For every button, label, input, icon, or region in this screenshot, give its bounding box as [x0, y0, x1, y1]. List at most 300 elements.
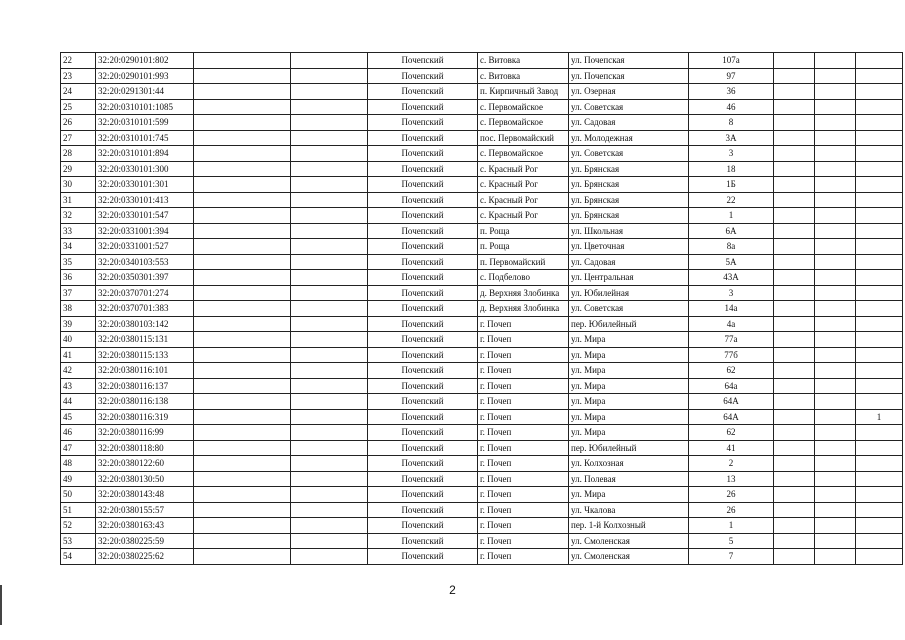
house-number-cell: 5А	[689, 254, 774, 270]
blank-cell-cell	[194, 285, 291, 301]
street-cell: ул. Мира	[569, 425, 689, 441]
blank-cell-cell	[291, 68, 368, 84]
blank-cell-cell	[774, 378, 815, 394]
blank-cell-cell	[815, 487, 856, 503]
blank-cell-cell	[194, 223, 291, 239]
table-row	[61, 146, 903, 162]
row-number-cell: 38	[61, 301, 96, 317]
street-cell: ул. Центральная	[569, 270, 689, 286]
street-cell: пер. Юбилейный	[569, 316, 689, 332]
street-cell: пер. 1-й Колхозный	[569, 518, 689, 534]
blank-cell-cell	[194, 192, 291, 208]
row-number-cell: 25	[61, 99, 96, 115]
district-cell: Почепский	[368, 347, 478, 363]
blank-cell-cell	[291, 502, 368, 518]
blank-cell-cell	[194, 316, 291, 332]
table-row	[61, 363, 903, 379]
mark-cell	[856, 177, 903, 193]
blank-cell-cell	[291, 316, 368, 332]
settlement-cell: г. Почеп	[478, 425, 569, 441]
blank-cell-cell	[815, 409, 856, 425]
row-number-cell: 31	[61, 192, 96, 208]
row-number-cell: 45	[61, 409, 96, 425]
cadastral-number-cell: 32:20:0380116:99	[96, 425, 194, 441]
blank-cell-cell	[774, 192, 815, 208]
blank-cell-cell	[194, 409, 291, 425]
street-cell: ул. Мира	[569, 332, 689, 348]
settlement-cell: с. Витовка	[478, 53, 569, 69]
cadastral-number-cell: 32:20:0330101:547	[96, 208, 194, 224]
district-cell: Почепский	[368, 115, 478, 131]
district-cell: Почепский	[368, 161, 478, 177]
district-cell: Почепский	[368, 146, 478, 162]
district-cell: Почепский	[368, 316, 478, 332]
row-number-cell: 35	[61, 254, 96, 270]
mark-cell	[856, 471, 903, 487]
mark-cell	[856, 394, 903, 410]
district-cell: Почепский	[368, 440, 478, 456]
blank-cell-cell	[291, 533, 368, 549]
mark-cell	[856, 285, 903, 301]
house-number-cell: 13	[689, 471, 774, 487]
blank-cell-cell	[774, 115, 815, 131]
row-number-cell: 36	[61, 270, 96, 286]
street-cell: ул. Мира	[569, 409, 689, 425]
table-row	[61, 99, 903, 115]
scan-margin-line	[0, 585, 2, 625]
cadastral-number-cell: 32:20:0340103:553	[96, 254, 194, 270]
blank-cell-cell	[291, 161, 368, 177]
street-cell: ул. Молодежная	[569, 130, 689, 146]
blank-cell-cell	[815, 456, 856, 472]
blank-cell-cell	[291, 518, 368, 534]
blank-cell-cell	[194, 487, 291, 503]
cadastral-number-cell: 32:20:0380225:62	[96, 549, 194, 565]
blank-cell-cell	[774, 254, 815, 270]
settlement-cell: г. Почеп	[478, 549, 569, 565]
blank-cell-cell	[774, 84, 815, 100]
cadastral-number-cell: 32:20:0330101:301	[96, 177, 194, 193]
row-number-cell: 32	[61, 208, 96, 224]
blank-cell-cell	[815, 115, 856, 131]
mark-cell: 1	[856, 409, 903, 425]
mark-cell	[856, 115, 903, 131]
cadastral-number-cell: 32:20:0380225:59	[96, 533, 194, 549]
district-cell: Почепский	[368, 363, 478, 379]
row-number-cell: 34	[61, 239, 96, 255]
blank-cell-cell	[194, 146, 291, 162]
blank-cell-cell	[815, 146, 856, 162]
house-number-cell: 3	[689, 285, 774, 301]
district-cell: Почепский	[368, 518, 478, 534]
blank-cell-cell	[194, 471, 291, 487]
table-row	[61, 130, 903, 146]
settlement-cell: г. Почеп	[478, 363, 569, 379]
row-number-cell: 50	[61, 487, 96, 503]
blank-cell-cell	[815, 270, 856, 286]
table-row	[61, 301, 903, 317]
street-cell: ул. Полевая	[569, 471, 689, 487]
settlement-cell: п. Кирпичный Завод	[478, 84, 569, 100]
settlement-cell: с. Красный Рог	[478, 161, 569, 177]
table-row	[61, 285, 903, 301]
mark-cell	[856, 549, 903, 565]
settlement-cell: д. Верхняя Злобинка	[478, 285, 569, 301]
street-cell: ул. Советская	[569, 99, 689, 115]
house-number-cell: 26	[689, 502, 774, 518]
mark-cell	[856, 301, 903, 317]
street-cell: ул. Озерная	[569, 84, 689, 100]
table-row	[61, 332, 903, 348]
blank-cell-cell	[774, 425, 815, 441]
cadastral-number-cell: 32:20:0380115:133	[96, 347, 194, 363]
row-number-cell: 27	[61, 130, 96, 146]
blank-cell-cell	[815, 301, 856, 317]
blank-cell-cell	[774, 270, 815, 286]
blank-cell-cell	[774, 533, 815, 549]
blank-cell-cell	[774, 301, 815, 317]
mark-cell	[856, 161, 903, 177]
settlement-cell: г. Почеп	[478, 316, 569, 332]
blank-cell-cell	[774, 208, 815, 224]
house-number-cell: 14а	[689, 301, 774, 317]
blank-cell-cell	[291, 192, 368, 208]
blank-cell-cell	[194, 518, 291, 534]
mark-cell	[856, 363, 903, 379]
table-row	[61, 53, 903, 69]
street-cell: ул. Смоленская	[569, 549, 689, 565]
district-cell: Почепский	[368, 425, 478, 441]
house-number-cell: 2	[689, 456, 774, 472]
settlement-cell: г. Почеп	[478, 487, 569, 503]
blank-cell-cell	[291, 347, 368, 363]
blank-cell-cell	[194, 363, 291, 379]
district-cell: Почепский	[368, 208, 478, 224]
settlement-cell: с. Первомайское	[478, 146, 569, 162]
mark-cell	[856, 146, 903, 162]
table-row	[61, 161, 903, 177]
blank-cell-cell	[815, 285, 856, 301]
mark-cell	[856, 192, 903, 208]
house-number-cell: 3А	[689, 130, 774, 146]
cadastral-number-cell: 32:20:0380116:137	[96, 378, 194, 394]
blank-cell-cell	[291, 301, 368, 317]
district-cell: Почепский	[368, 394, 478, 410]
row-number-cell: 54	[61, 549, 96, 565]
street-cell: ул. Чкалова	[569, 502, 689, 518]
cadastral-number-cell: 32:20:0380163:43	[96, 518, 194, 534]
street-cell: ул. Мира	[569, 378, 689, 394]
row-number-cell: 24	[61, 84, 96, 100]
mark-cell	[856, 223, 903, 239]
blank-cell-cell	[774, 316, 815, 332]
house-number-cell: 1	[689, 208, 774, 224]
table-row	[61, 378, 903, 394]
cadastral-number-cell: 32:20:0310101:745	[96, 130, 194, 146]
settlement-cell: с. Красный Рог	[478, 192, 569, 208]
house-number-cell: 18	[689, 161, 774, 177]
blank-cell-cell	[774, 53, 815, 69]
row-number-cell: 48	[61, 456, 96, 472]
settlement-cell: с. Красный Рог	[478, 208, 569, 224]
cadastral-number-cell: 32:20:0380130:50	[96, 471, 194, 487]
blank-cell-cell	[774, 285, 815, 301]
blank-cell-cell	[291, 456, 368, 472]
blank-cell-cell	[774, 223, 815, 239]
page-number: 2	[449, 583, 456, 597]
cadastral-number-cell: 32:20:0380155:57	[96, 502, 194, 518]
blank-cell-cell	[291, 394, 368, 410]
blank-cell-cell	[774, 146, 815, 162]
district-cell: Почепский	[368, 487, 478, 503]
street-cell: ул. Брянская	[569, 192, 689, 208]
house-number-cell: 22	[689, 192, 774, 208]
settlement-cell: с. Первомайское	[478, 99, 569, 115]
blank-cell-cell	[815, 502, 856, 518]
row-number-cell: 49	[61, 471, 96, 487]
table-row	[61, 208, 903, 224]
blank-cell-cell	[774, 332, 815, 348]
house-number-cell: 6А	[689, 223, 774, 239]
row-number-cell: 37	[61, 285, 96, 301]
blank-cell-cell	[194, 425, 291, 441]
house-number-cell: 64а	[689, 378, 774, 394]
blank-cell-cell	[774, 177, 815, 193]
blank-cell-cell	[194, 301, 291, 317]
mark-cell	[856, 456, 903, 472]
mark-cell	[856, 239, 903, 255]
table-row	[61, 192, 903, 208]
blank-cell-cell	[194, 84, 291, 100]
house-number-cell: 43А	[689, 270, 774, 286]
cadastral-number-cell: 32:20:0380115:131	[96, 332, 194, 348]
blank-cell-cell	[815, 378, 856, 394]
house-number-cell: 36	[689, 84, 774, 100]
table-row	[61, 425, 903, 441]
settlement-cell: г. Почеп	[478, 409, 569, 425]
mark-cell	[856, 518, 903, 534]
table-row	[61, 502, 903, 518]
row-number-cell: 47	[61, 440, 96, 456]
row-number-cell: 30	[61, 177, 96, 193]
table-row	[61, 518, 903, 534]
mark-cell	[856, 440, 903, 456]
blank-cell-cell	[815, 223, 856, 239]
district-cell: Почепский	[368, 471, 478, 487]
house-number-cell: 3	[689, 146, 774, 162]
blank-cell-cell	[291, 425, 368, 441]
street-cell: пер. Юбилейный	[569, 440, 689, 456]
district-cell: Почепский	[368, 332, 478, 348]
house-number-cell: 77б	[689, 347, 774, 363]
table-row	[61, 409, 903, 425]
row-number-cell: 39	[61, 316, 96, 332]
blank-cell-cell	[194, 239, 291, 255]
table-row	[61, 270, 903, 286]
mark-cell	[856, 130, 903, 146]
row-number-cell: 53	[61, 533, 96, 549]
mark-cell	[856, 425, 903, 441]
street-cell: ул. Почепская	[569, 53, 689, 69]
mark-cell	[856, 347, 903, 363]
table-row	[61, 549, 903, 565]
blank-cell-cell	[774, 394, 815, 410]
blank-cell-cell	[815, 99, 856, 115]
blank-cell-cell	[815, 84, 856, 100]
blank-cell-cell	[774, 471, 815, 487]
house-number-cell: 1Б	[689, 177, 774, 193]
settlement-cell: п. Роща	[478, 223, 569, 239]
table-row	[61, 487, 903, 503]
district-cell: Почепский	[368, 84, 478, 100]
blank-cell-cell	[774, 347, 815, 363]
blank-cell-cell	[194, 254, 291, 270]
blank-cell-cell	[815, 347, 856, 363]
district-cell: Почепский	[368, 254, 478, 270]
row-number-cell: 33	[61, 223, 96, 239]
settlement-cell: г. Почеп	[478, 456, 569, 472]
table-row	[61, 177, 903, 193]
table-row	[61, 316, 903, 332]
settlement-cell: п. Первомайский	[478, 254, 569, 270]
table-row	[61, 115, 903, 131]
blank-cell-cell	[291, 208, 368, 224]
cadastral-number-cell: 32:20:0310101:894	[96, 146, 194, 162]
settlement-cell: д. Верхняя Злобинка	[478, 301, 569, 317]
settlement-cell: г. Почеп	[478, 533, 569, 549]
blank-cell-cell	[291, 99, 368, 115]
district-cell: Почепский	[368, 301, 478, 317]
table-row	[61, 223, 903, 239]
cadastral-number-cell: 32:20:0291301:44	[96, 84, 194, 100]
row-number-cell: 46	[61, 425, 96, 441]
district-cell: Почепский	[368, 130, 478, 146]
blank-cell-cell	[815, 192, 856, 208]
blank-cell-cell	[815, 518, 856, 534]
district-cell: Почепский	[368, 502, 478, 518]
blank-cell-cell	[291, 115, 368, 131]
blank-cell-cell	[815, 363, 856, 379]
table-row	[61, 471, 903, 487]
blank-cell-cell	[194, 130, 291, 146]
house-number-cell: 62	[689, 363, 774, 379]
blank-cell-cell	[774, 99, 815, 115]
street-cell: ул. Почепская	[569, 68, 689, 84]
cadastral-number-cell: 32:20:0331001:394	[96, 223, 194, 239]
blank-cell-cell	[194, 208, 291, 224]
settlement-cell: г. Почеп	[478, 502, 569, 518]
settlement-cell: пос. Первомайский	[478, 130, 569, 146]
mark-cell	[856, 53, 903, 69]
property-register-table	[60, 52, 903, 565]
row-number-cell: 41	[61, 347, 96, 363]
table-row	[61, 440, 903, 456]
cadastral-number-cell: 32:20:0370701:383	[96, 301, 194, 317]
blank-cell-cell	[291, 363, 368, 379]
district-cell: Почепский	[368, 53, 478, 69]
blank-cell-cell	[194, 99, 291, 115]
blank-cell-cell	[194, 177, 291, 193]
mark-cell	[856, 270, 903, 286]
district-cell: Почепский	[368, 456, 478, 472]
blank-cell-cell	[815, 177, 856, 193]
house-number-cell: 77а	[689, 332, 774, 348]
street-cell: ул. Брянская	[569, 161, 689, 177]
blank-cell-cell	[774, 456, 815, 472]
house-number-cell: 7	[689, 549, 774, 565]
street-cell: ул. Брянская	[569, 208, 689, 224]
blank-cell-cell	[291, 239, 368, 255]
district-cell: Почепский	[368, 533, 478, 549]
settlement-cell: г. Почеп	[478, 378, 569, 394]
table-row	[61, 533, 903, 549]
blank-cell-cell	[194, 440, 291, 456]
blank-cell-cell	[774, 239, 815, 255]
blank-cell-cell	[774, 518, 815, 534]
table-body	[61, 53, 903, 565]
blank-cell-cell	[815, 254, 856, 270]
table-row	[61, 347, 903, 363]
blank-cell-cell	[194, 53, 291, 69]
house-number-cell: 41	[689, 440, 774, 456]
blank-cell-cell	[815, 208, 856, 224]
house-number-cell: 97	[689, 68, 774, 84]
blank-cell-cell	[815, 332, 856, 348]
street-cell: ул. Садовая	[569, 254, 689, 270]
blank-cell-cell	[291, 53, 368, 69]
house-number-cell: 62	[689, 425, 774, 441]
mark-cell	[856, 68, 903, 84]
cadastral-number-cell: 32:20:0380122:60	[96, 456, 194, 472]
mark-cell	[856, 502, 903, 518]
district-cell: Почепский	[368, 177, 478, 193]
blank-cell-cell	[291, 409, 368, 425]
mark-cell	[856, 487, 903, 503]
blank-cell-cell	[774, 161, 815, 177]
blank-cell-cell	[291, 130, 368, 146]
row-number-cell: 26	[61, 115, 96, 131]
blank-cell-cell	[815, 161, 856, 177]
table-row	[61, 254, 903, 270]
street-cell: ул. Садовая	[569, 115, 689, 131]
house-number-cell: 8	[689, 115, 774, 131]
cadastral-number-cell: 32:20:0290101:993	[96, 68, 194, 84]
blank-cell-cell	[291, 440, 368, 456]
row-number-cell: 44	[61, 394, 96, 410]
street-cell: ул. Мира	[569, 394, 689, 410]
house-number-cell: 26	[689, 487, 774, 503]
settlement-cell: с. Первомайское	[478, 115, 569, 131]
settlement-cell: с. Красный Рог	[478, 177, 569, 193]
district-cell: Почепский	[368, 99, 478, 115]
table-row	[61, 68, 903, 84]
blank-cell-cell	[774, 549, 815, 565]
row-number-cell: 51	[61, 502, 96, 518]
mark-cell	[856, 533, 903, 549]
mark-cell	[856, 332, 903, 348]
blank-cell-cell	[194, 347, 291, 363]
blank-cell-cell	[815, 53, 856, 69]
street-cell: ул. Советская	[569, 146, 689, 162]
settlement-cell: г. Почеп	[478, 347, 569, 363]
district-cell: Почепский	[368, 68, 478, 84]
blank-cell-cell	[815, 533, 856, 549]
blank-cell-cell	[291, 177, 368, 193]
cadastral-number-cell: 32:20:0380143:48	[96, 487, 194, 503]
cadastral-number-cell: 32:20:0380118:80	[96, 440, 194, 456]
row-number-cell: 40	[61, 332, 96, 348]
district-cell: Почепский	[368, 549, 478, 565]
